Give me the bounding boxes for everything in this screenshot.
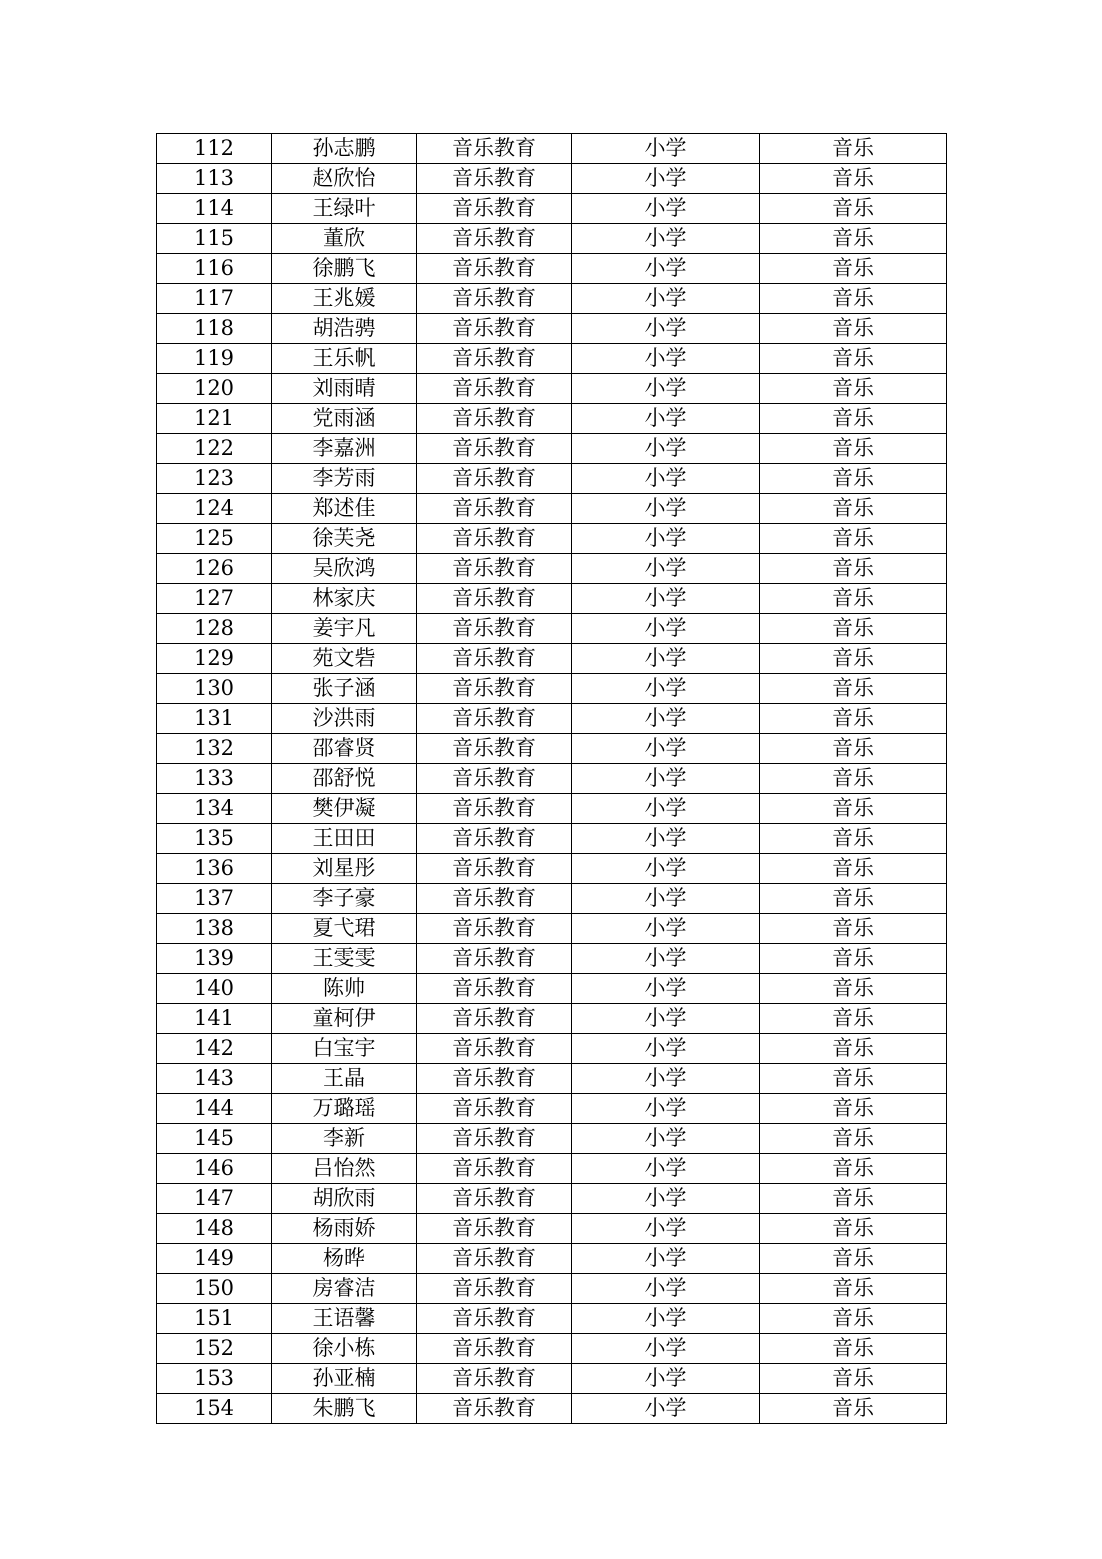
name-cell: 苑文砦 [272, 644, 417, 674]
name-cell: 夏弋珺 [272, 914, 417, 944]
serial-number-cell: 135 [157, 824, 272, 854]
table-row [157, 1154, 947, 1184]
subject-cell: 音乐 [760, 584, 947, 614]
name-cell: 万璐瑶 [272, 1094, 417, 1124]
subject-cell: 音乐 [760, 914, 947, 944]
name-cell: 樊伊凝 [272, 794, 417, 824]
school-level-cell: 小学 [572, 374, 760, 404]
subject-cell: 音乐 [760, 884, 947, 914]
school-level-cell: 小学 [572, 464, 760, 494]
serial-number-cell: 136 [157, 854, 272, 884]
name-cell: 徐鹏飞 [272, 254, 417, 284]
school-level-cell: 小学 [572, 1184, 760, 1214]
major-cell: 音乐教育 [417, 1184, 572, 1214]
table-row [157, 1334, 947, 1364]
table-row [157, 1004, 947, 1034]
table-row [157, 464, 947, 494]
table-row [157, 824, 947, 854]
serial-number-cell: 128 [157, 614, 272, 644]
subject-cell: 音乐 [760, 1274, 947, 1304]
major-cell: 音乐教育 [417, 1064, 572, 1094]
major-cell: 音乐教育 [417, 1004, 572, 1034]
subject-cell: 音乐 [760, 1334, 947, 1364]
subject-cell: 音乐 [760, 1244, 947, 1274]
school-level-cell: 小学 [572, 1004, 760, 1034]
serial-number-cell: 154 [157, 1394, 272, 1424]
subject-cell: 音乐 [760, 974, 947, 1004]
subject-cell: 音乐 [760, 944, 947, 974]
major-cell: 音乐教育 [417, 1214, 572, 1244]
serial-number-cell: 150 [157, 1274, 272, 1304]
major-cell: 音乐教育 [417, 134, 572, 164]
serial-number-cell: 123 [157, 464, 272, 494]
major-cell: 音乐教育 [417, 704, 572, 734]
subject-cell: 音乐 [760, 314, 947, 344]
name-cell: 王绿叶 [272, 194, 417, 224]
name-cell: 郑述佳 [272, 494, 417, 524]
name-cell: 孙亚楠 [272, 1364, 417, 1394]
table-row [157, 1124, 947, 1154]
serial-number-cell: 130 [157, 674, 272, 704]
table-row [157, 254, 947, 284]
table-row [157, 1094, 947, 1124]
name-cell: 胡欣雨 [272, 1184, 417, 1214]
major-cell: 音乐教育 [417, 674, 572, 704]
subject-cell: 音乐 [760, 794, 947, 824]
subject-cell: 音乐 [760, 464, 947, 494]
major-cell: 音乐教育 [417, 404, 572, 434]
subject-cell: 音乐 [760, 344, 947, 374]
major-cell: 音乐教育 [417, 1394, 572, 1424]
subject-cell: 音乐 [760, 1214, 947, 1244]
name-cell: 胡浩骋 [272, 314, 417, 344]
table-row [157, 1274, 947, 1304]
serial-number-cell: 146 [157, 1154, 272, 1184]
school-level-cell: 小学 [572, 434, 760, 464]
major-cell: 音乐教育 [417, 554, 572, 584]
subject-cell: 音乐 [760, 134, 947, 164]
serial-number-cell: 124 [157, 494, 272, 524]
school-level-cell: 小学 [572, 1034, 760, 1064]
major-cell: 音乐教育 [417, 854, 572, 884]
table-row [157, 704, 947, 734]
table-row [157, 434, 947, 464]
table-row [157, 1214, 947, 1244]
school-level-cell: 小学 [572, 704, 760, 734]
serial-number-cell: 143 [157, 1064, 272, 1094]
major-cell: 音乐教育 [417, 1274, 572, 1304]
name-cell: 白宝宇 [272, 1034, 417, 1064]
table-row [157, 1184, 947, 1214]
table-row [157, 314, 947, 344]
serial-number-cell: 127 [157, 584, 272, 614]
serial-number-cell: 151 [157, 1304, 272, 1334]
serial-number-cell: 122 [157, 434, 272, 464]
school-level-cell: 小学 [572, 1214, 760, 1244]
subject-cell: 音乐 [760, 434, 947, 464]
school-level-cell: 小学 [572, 554, 760, 584]
name-cell: 李新 [272, 1124, 417, 1154]
table-row [157, 1394, 947, 1424]
name-cell: 杨雨娇 [272, 1214, 417, 1244]
table-row [157, 374, 947, 404]
subject-cell: 音乐 [760, 404, 947, 434]
table-row [157, 194, 947, 224]
major-cell: 音乐教育 [417, 944, 572, 974]
serial-number-cell: 138 [157, 914, 272, 944]
subject-cell: 音乐 [760, 854, 947, 884]
name-cell: 沙洪雨 [272, 704, 417, 734]
serial-number-cell: 144 [157, 1094, 272, 1124]
school-level-cell: 小学 [572, 1094, 760, 1124]
subject-cell: 音乐 [760, 1094, 947, 1124]
school-level-cell: 小学 [572, 584, 760, 614]
major-cell: 音乐教育 [417, 314, 572, 344]
name-cell: 邵舒悦 [272, 764, 417, 794]
major-cell: 音乐教育 [417, 734, 572, 764]
school-level-cell: 小学 [572, 1244, 760, 1274]
name-cell: 刘雨晴 [272, 374, 417, 404]
name-cell: 李芳雨 [272, 464, 417, 494]
school-level-cell: 小学 [572, 854, 760, 884]
name-cell: 王晶 [272, 1064, 417, 1094]
school-level-cell: 小学 [572, 1274, 760, 1304]
serial-number-cell: 141 [157, 1004, 272, 1034]
major-cell: 音乐教育 [417, 584, 572, 614]
school-level-cell: 小学 [572, 1064, 760, 1094]
school-level-cell: 小学 [572, 1334, 760, 1364]
subject-cell: 音乐 [760, 374, 947, 404]
name-cell: 徐芙尧 [272, 524, 417, 554]
table-row [157, 794, 947, 824]
name-cell: 王乐帆 [272, 344, 417, 374]
serial-number-cell: 139 [157, 944, 272, 974]
name-cell: 吕怡然 [272, 1154, 417, 1184]
subject-cell: 音乐 [760, 1124, 947, 1154]
name-cell: 孙志鹏 [272, 134, 417, 164]
school-level-cell: 小学 [572, 1364, 760, 1394]
subject-cell: 音乐 [760, 614, 947, 644]
school-level-cell: 小学 [572, 734, 760, 764]
major-cell: 音乐教育 [417, 614, 572, 644]
serial-number-cell: 134 [157, 794, 272, 824]
subject-cell: 音乐 [760, 734, 947, 764]
table-row [157, 1244, 947, 1274]
school-level-cell: 小学 [572, 614, 760, 644]
table-row [157, 1304, 947, 1334]
major-cell: 音乐教育 [417, 254, 572, 284]
school-level-cell: 小学 [572, 194, 760, 224]
serial-number-cell: 114 [157, 194, 272, 224]
subject-cell: 音乐 [760, 1184, 947, 1214]
school-level-cell: 小学 [572, 494, 760, 524]
major-cell: 音乐教育 [417, 974, 572, 1004]
table-row [157, 344, 947, 374]
serial-number-cell: 132 [157, 734, 272, 764]
serial-number-cell: 118 [157, 314, 272, 344]
serial-number-cell: 125 [157, 524, 272, 554]
table-row [157, 764, 947, 794]
serial-number-cell: 116 [157, 254, 272, 284]
subject-cell: 音乐 [760, 524, 947, 554]
serial-number-cell: 129 [157, 644, 272, 674]
table-row [157, 404, 947, 434]
name-cell: 姜宇凡 [272, 614, 417, 644]
name-cell: 王兆媛 [272, 284, 417, 314]
school-level-cell: 小学 [572, 254, 760, 284]
table-row [157, 734, 947, 764]
subject-cell: 音乐 [760, 1064, 947, 1094]
serial-number-cell: 145 [157, 1124, 272, 1154]
major-cell: 音乐教育 [417, 284, 572, 314]
subject-cell: 音乐 [760, 164, 947, 194]
serial-number-cell: 119 [157, 344, 272, 374]
major-cell: 音乐教育 [417, 1094, 572, 1124]
major-cell: 音乐教育 [417, 464, 572, 494]
serial-number-cell: 117 [157, 284, 272, 314]
name-cell: 刘星彤 [272, 854, 417, 884]
subject-cell: 音乐 [760, 1304, 947, 1334]
subject-cell: 音乐 [760, 644, 947, 674]
school-level-cell: 小学 [572, 794, 760, 824]
serial-number-cell: 113 [157, 164, 272, 194]
major-cell: 音乐教育 [417, 884, 572, 914]
school-level-cell: 小学 [572, 644, 760, 674]
name-cell: 赵欣怡 [272, 164, 417, 194]
table-row [157, 1034, 947, 1064]
major-cell: 音乐教育 [417, 914, 572, 944]
school-level-cell: 小学 [572, 884, 760, 914]
table-row [157, 554, 947, 584]
major-cell: 音乐教育 [417, 524, 572, 554]
name-cell: 杨晔 [272, 1244, 417, 1274]
table-row [157, 584, 947, 614]
major-cell: 音乐教育 [417, 164, 572, 194]
school-level-cell: 小学 [572, 944, 760, 974]
table-row [157, 164, 947, 194]
serial-number-cell: 137 [157, 884, 272, 914]
major-cell: 音乐教育 [417, 1124, 572, 1154]
school-level-cell: 小学 [572, 524, 760, 554]
table-row [157, 614, 947, 644]
school-level-cell: 小学 [572, 1154, 760, 1184]
serial-number-cell: 120 [157, 374, 272, 404]
subject-cell: 音乐 [760, 674, 947, 704]
name-cell: 吴欣鸿 [272, 554, 417, 584]
serial-number-cell: 153 [157, 1364, 272, 1394]
major-cell: 音乐教育 [417, 1334, 572, 1364]
serial-number-cell: 112 [157, 134, 272, 164]
name-cell: 陈帅 [272, 974, 417, 1004]
table-row [157, 134, 947, 164]
school-level-cell: 小学 [572, 134, 760, 164]
table-row [157, 284, 947, 314]
major-cell: 音乐教育 [417, 794, 572, 824]
school-level-cell: 小学 [572, 284, 760, 314]
major-cell: 音乐教育 [417, 224, 572, 254]
major-cell: 音乐教育 [417, 1034, 572, 1064]
roster-table-body [157, 134, 947, 1424]
school-level-cell: 小学 [572, 164, 760, 194]
subject-cell: 音乐 [760, 1004, 947, 1034]
serial-number-cell: 148 [157, 1214, 272, 1244]
subject-cell: 音乐 [760, 1394, 947, 1424]
subject-cell: 音乐 [760, 704, 947, 734]
subject-cell: 音乐 [760, 1034, 947, 1064]
table-row [157, 884, 947, 914]
major-cell: 音乐教育 [417, 1154, 572, 1184]
table-row [157, 674, 947, 704]
school-level-cell: 小学 [572, 1394, 760, 1424]
name-cell: 党雨涵 [272, 404, 417, 434]
name-cell: 张子涵 [272, 674, 417, 704]
school-level-cell: 小学 [572, 314, 760, 344]
major-cell: 音乐教育 [417, 434, 572, 464]
name-cell: 房睿洁 [272, 1274, 417, 1304]
major-cell: 音乐教育 [417, 344, 572, 374]
serial-number-cell: 126 [157, 554, 272, 584]
table-row [157, 494, 947, 524]
major-cell: 音乐教育 [417, 494, 572, 524]
subject-cell: 音乐 [760, 194, 947, 224]
serial-number-cell: 131 [157, 704, 272, 734]
name-cell: 王田田 [272, 824, 417, 854]
serial-number-cell: 147 [157, 1184, 272, 1214]
table-row [157, 974, 947, 1004]
school-level-cell: 小学 [572, 224, 760, 254]
major-cell: 音乐教育 [417, 824, 572, 854]
school-level-cell: 小学 [572, 674, 760, 704]
subject-cell: 音乐 [760, 1154, 947, 1184]
name-cell: 王雯雯 [272, 944, 417, 974]
subject-cell: 音乐 [760, 224, 947, 254]
school-level-cell: 小学 [572, 404, 760, 434]
table-row [157, 1064, 947, 1094]
serial-number-cell: 149 [157, 1244, 272, 1274]
table-row [157, 1364, 947, 1394]
school-level-cell: 小学 [572, 1124, 760, 1154]
school-level-cell: 小学 [572, 824, 760, 854]
major-cell: 音乐教育 [417, 644, 572, 674]
name-cell: 徐小栋 [272, 1334, 417, 1364]
name-cell: 邵睿贤 [272, 734, 417, 764]
major-cell: 音乐教育 [417, 1244, 572, 1274]
table-row [157, 524, 947, 554]
name-cell: 童柯伊 [272, 1004, 417, 1034]
name-cell: 王语馨 [272, 1304, 417, 1334]
name-cell: 林家庆 [272, 584, 417, 614]
subject-cell: 音乐 [760, 284, 947, 314]
serial-number-cell: 152 [157, 1334, 272, 1364]
serial-number-cell: 121 [157, 404, 272, 434]
subject-cell: 音乐 [760, 494, 947, 524]
name-cell: 李子豪 [272, 884, 417, 914]
name-cell: 李嘉洲 [272, 434, 417, 464]
table-row [157, 854, 947, 884]
serial-number-cell: 142 [157, 1034, 272, 1064]
major-cell: 音乐教育 [417, 1304, 572, 1334]
roster-table [156, 133, 947, 1424]
subject-cell: 音乐 [760, 554, 947, 584]
major-cell: 音乐教育 [417, 194, 572, 224]
school-level-cell: 小学 [572, 974, 760, 1004]
serial-number-cell: 140 [157, 974, 272, 1004]
name-cell: 朱鹏飞 [272, 1394, 417, 1424]
name-cell: 董欣 [272, 224, 417, 254]
subject-cell: 音乐 [760, 824, 947, 854]
table-row [157, 224, 947, 254]
school-level-cell: 小学 [572, 1304, 760, 1334]
school-level-cell: 小学 [572, 344, 760, 374]
major-cell: 音乐教育 [417, 374, 572, 404]
table-row [157, 914, 947, 944]
serial-number-cell: 115 [157, 224, 272, 254]
subject-cell: 音乐 [760, 1364, 947, 1394]
table-row [157, 944, 947, 974]
school-level-cell: 小学 [572, 914, 760, 944]
table-row [157, 644, 947, 674]
major-cell: 音乐教育 [417, 764, 572, 794]
subject-cell: 音乐 [760, 764, 947, 794]
subject-cell: 音乐 [760, 254, 947, 284]
major-cell: 音乐教育 [417, 1364, 572, 1394]
serial-number-cell: 133 [157, 764, 272, 794]
school-level-cell: 小学 [572, 764, 760, 794]
